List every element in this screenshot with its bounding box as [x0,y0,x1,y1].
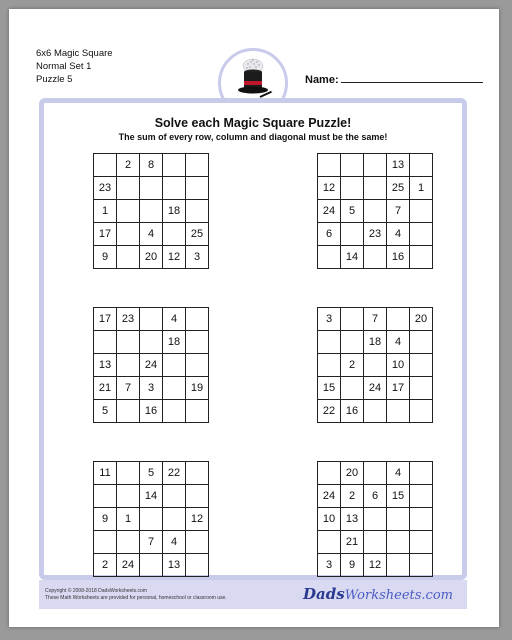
magic-square-6 [317,461,433,577]
square-cell[interactable]: 7 [364,308,387,331]
square-cell[interactable]: 3 [318,554,341,577]
square-cell[interactable] [341,331,364,354]
worksheet-page [9,9,499,627]
square-cell[interactable] [387,554,410,577]
square-cell[interactable]: 9 [341,554,364,577]
square-cell[interactable] [410,400,433,423]
square-cell[interactable] [140,508,163,531]
square-cell[interactable] [410,554,433,577]
square-cell[interactable]: 4 [163,308,186,331]
square-cell[interactable]: 23 [117,308,140,331]
square-cell[interactable] [186,331,209,354]
square-cell[interactable] [186,154,209,177]
square-cell[interactable]: 25 [387,177,410,200]
magic-square-4 [317,307,433,423]
square-cell[interactable] [410,354,433,377]
name-line[interactable] [341,72,483,83]
square-cell[interactable]: 2 [341,354,364,377]
square-cell[interactable] [140,554,163,577]
square-cell[interactable]: 16 [140,400,163,423]
square-cell[interactable]: 19 [186,377,209,400]
square-cell[interactable] [186,485,209,508]
square-cell[interactable] [318,354,341,377]
square-cell[interactable] [117,462,140,485]
square-cell[interactable] [117,200,140,223]
square-cell[interactable] [163,154,186,177]
square-cell[interactable]: 17 [94,308,117,331]
square-cell[interactable] [140,200,163,223]
square-cell[interactable]: 2 [117,154,140,177]
square-cell[interactable] [117,331,140,354]
square-cell[interactable]: 18 [364,331,387,354]
worksheet-info [36,47,113,86]
square-cell[interactable]: 4 [387,462,410,485]
square-cell[interactable]: 22 [318,400,341,423]
square-cell[interactable] [163,354,186,377]
square-cell[interactable] [186,200,209,223]
magic-square-5 [93,461,209,577]
square-cell[interactable]: 13 [387,154,410,177]
square-cell[interactable]: 22 [163,462,186,485]
square-cell[interactable] [341,308,364,331]
square-cell[interactable]: 20 [410,308,433,331]
square-cell[interactable] [318,331,341,354]
square-cell[interactable] [94,531,117,554]
square-cell[interactable] [318,154,341,177]
square-cell[interactable] [364,400,387,423]
square-cell[interactable]: 3 [140,377,163,400]
square-cell[interactable]: 25 [186,223,209,246]
square-cell[interactable]: 15 [387,485,410,508]
square-cell[interactable] [410,377,433,400]
square-cell[interactable]: 2 [341,485,364,508]
square-cell[interactable]: 12 [318,177,341,200]
square-cell[interactable] [117,246,140,269]
square-cell[interactable] [341,377,364,400]
square-cell[interactable]: 4 [387,223,410,246]
square-cell[interactable]: 13 [341,508,364,531]
magic-square-3 [93,307,209,423]
square-cell[interactable] [117,354,140,377]
square-cell[interactable]: 13 [94,354,117,377]
square-cell[interactable] [341,177,364,200]
square-cell[interactable] [364,531,387,554]
square-cell[interactable]: 12 [186,508,209,531]
square-cell[interactable] [140,308,163,331]
square-cell[interactable]: 5 [140,462,163,485]
square-cell[interactable]: 17 [94,223,117,246]
square-cell[interactable] [163,377,186,400]
square-cell[interactable] [117,223,140,246]
square-cell[interactable] [410,462,433,485]
square-cell[interactable] [163,485,186,508]
square-cell[interactable]: 21 [341,531,364,554]
square-cell[interactable]: 2 [94,554,117,577]
square-cell[interactable]: 23 [364,223,387,246]
square-cell[interactable]: 4 [163,531,186,554]
square-cell[interactable]: 7 [117,377,140,400]
square-cell[interactable]: 17 [387,377,410,400]
square-cell[interactable]: 9 [94,246,117,269]
name-field[interactable] [305,72,483,86]
square-cell[interactable] [410,485,433,508]
square-cell[interactable]: 24 [364,377,387,400]
square-cell[interactable]: 14 [341,246,364,269]
square-cell[interactable]: 4 [140,223,163,246]
square-cell[interactable]: 9 [94,508,117,531]
square-cell[interactable] [163,400,186,423]
magic-square-2 [317,153,433,269]
square-cell[interactable]: 1 [94,200,117,223]
square-cell[interactable] [186,462,209,485]
square-cell[interactable]: 12 [364,554,387,577]
square-cell[interactable] [387,531,410,554]
worksheet-title: 6x6 Magic Square [36,48,113,59]
square-cell[interactable]: 18 [163,331,186,354]
square-cell[interactable] [186,308,209,331]
worksheet-puzzle-number: Puzzle 5 [36,74,73,85]
panel-title: Solve each Magic Square Puzzle! [154,116,352,130]
square-cell[interactable]: 12 [163,246,186,269]
square-cell[interactable] [163,223,186,246]
name-label: Name: [305,74,339,86]
square-cell[interactable] [341,223,364,246]
square-cell[interactable]: 24 [318,485,341,508]
brand-main: Dads [303,585,345,603]
square-cell[interactable] [94,154,117,177]
square-cell[interactable] [117,485,140,508]
square-cell[interactable]: 1 [117,508,140,531]
footer-bar [39,580,467,609]
square-cell[interactable]: 7 [140,531,163,554]
square-cell[interactable]: 3 [318,308,341,331]
square-cell[interactable]: 21 [94,377,117,400]
worksheet-set: Normal Set 1 [36,61,92,72]
square-cell[interactable] [186,400,209,423]
square-cell[interactable] [364,200,387,223]
square-cell[interactable]: 5 [94,400,117,423]
square-cell[interactable]: 24 [117,554,140,577]
square-cell[interactable] [364,177,387,200]
square-cell[interactable] [364,354,387,377]
square-cell[interactable] [410,200,433,223]
square-cell[interactable]: 23 [94,177,117,200]
square-cell[interactable] [410,223,433,246]
square-cell[interactable] [318,246,341,269]
square-cell[interactable] [163,177,186,200]
square-cell[interactable] [186,177,209,200]
square-cell[interactable] [387,308,410,331]
brand-accent: Worksheets.com [344,588,453,603]
square-cell[interactable]: 8 [140,154,163,177]
square-cell[interactable]: 10 [387,354,410,377]
square-cell[interactable]: 3 [186,246,209,269]
square-cell[interactable] [140,177,163,200]
square-cell[interactable] [410,331,433,354]
square-cell[interactable] [387,508,410,531]
square-cell[interactable]: 13 [163,554,186,577]
square-cell[interactable]: 14 [140,485,163,508]
square-cell[interactable] [140,331,163,354]
square-cell[interactable] [94,485,117,508]
square-cell[interactable] [94,331,117,354]
square-cell[interactable]: 10 [318,508,341,531]
square-cell[interactable] [364,462,387,485]
square-cell[interactable] [186,531,209,554]
square-cell[interactable]: 16 [341,400,364,423]
magic-square-1 [93,153,209,269]
square-cell[interactable] [410,246,433,269]
square-cell[interactable]: 20 [341,462,364,485]
square-cell[interactable] [117,531,140,554]
square-cell[interactable]: 20 [140,246,163,269]
square-cell[interactable]: 6 [364,485,387,508]
square-cell[interactable] [186,554,209,577]
square-cell[interactable]: 5 [341,200,364,223]
square-cell[interactable]: 18 [163,200,186,223]
square-cell[interactable] [117,177,140,200]
square-cell[interactable] [410,508,433,531]
puzzle-panel [39,98,467,580]
square-cell[interactable]: 24 [318,200,341,223]
square-cell[interactable]: 1 [410,177,433,200]
square-cell[interactable] [410,531,433,554]
square-cell[interactable] [341,154,364,177]
square-cell[interactable] [364,508,387,531]
square-cell[interactable] [163,508,186,531]
copyright-text: Copyright © 2008-2018 DadsWorksheets.com [45,588,147,594]
square-cell[interactable] [364,154,387,177]
square-cell[interactable]: 11 [94,462,117,485]
square-cell[interactable] [318,531,341,554]
square-cell[interactable]: 7 [387,200,410,223]
usage-text: These Math Worksheets are provided for personal, homeschool or classroom use. [45,595,227,601]
brand-logo[interactable] [303,585,453,603]
square-cell[interactable] [117,400,140,423]
square-cell[interactable] [318,462,341,485]
panel-subtitle: The sum of every row, column and diagonal must be the same! [118,132,388,142]
footer-text [45,588,227,602]
square-cell[interactable] [410,154,433,177]
square-cell[interactable] [387,400,410,423]
square-cell[interactable] [364,246,387,269]
square-cell[interactable] [186,354,209,377]
square-cell[interactable]: 15 [318,377,341,400]
square-cell[interactable]: 6 [318,223,341,246]
square-cell[interactable]: 24 [140,354,163,377]
square-cell[interactable]: 16 [387,246,410,269]
square-cell[interactable]: 4 [387,331,410,354]
